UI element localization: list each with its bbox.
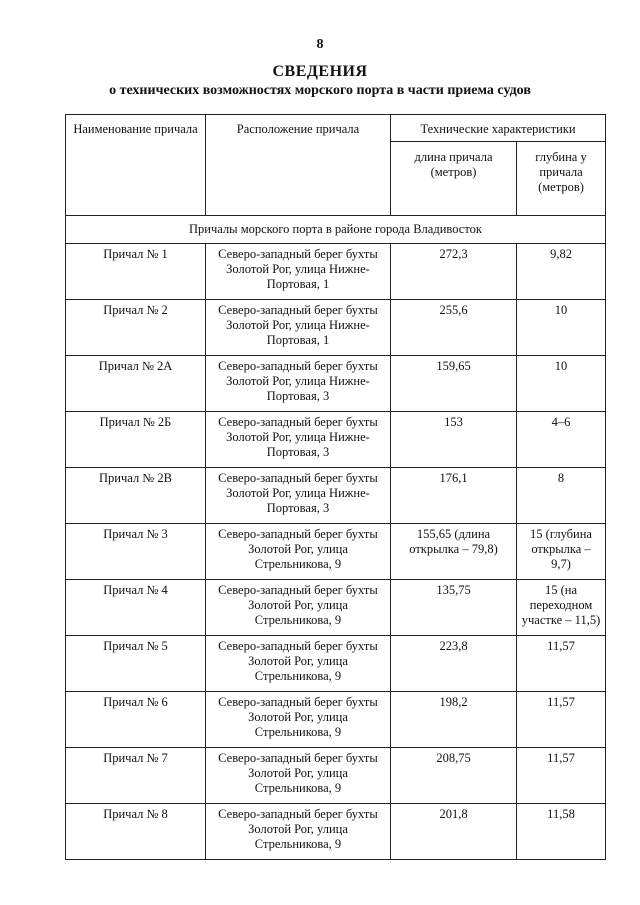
cell-name: Причал № 2Б [66,412,206,468]
cell-length: 153 [391,412,517,468]
cell-location: Северо-западный берег бухты Золотой Рог, улица Нижне-Портовая, 1 [206,244,391,300]
cell-name: Причал № 5 [66,636,206,692]
cell-length: 159,65 [391,356,517,412]
header-tech: Технические характеристики [391,115,606,142]
cell-length: 201,8 [391,804,517,860]
cell-name: Причал № 8 [66,804,206,860]
table-row [66,356,606,412]
cell-location: Северо-западный берег бухты Золотой Рог, улица Стрельникова, 9 [206,804,391,860]
cell-length: 198,2 [391,692,517,748]
table-row [66,300,606,356]
cell-location: Северо-западный берег бухты Золотой Рог, улица Стрельникова, 9 [206,524,391,580]
table-row [66,244,606,300]
cell-length: 223,8 [391,636,517,692]
cell-name: Причал № 3 [66,524,206,580]
cell-location: Северо-западный берег бухты Золотой Рог, улица Стрельникова, 9 [206,580,391,636]
cell-length: 272,3 [391,244,517,300]
cell-location: Северо-западный берег бухты Золотой Рог, улица Стрельникова, 9 [206,692,391,748]
cell-length: 176,1 [391,468,517,524]
cell-depth: 9,82 [517,244,606,300]
cell-length: 208,75 [391,748,517,804]
berths-table [65,114,606,860]
cell-name: Причал № 6 [66,692,206,748]
cell-depth: 10 [517,356,606,412]
document-title: СВЕДЕНИЯ [272,63,368,80]
cell-location: Северо-западный берег бухты Золотой Рог, улица Стрельникова, 9 [206,636,391,692]
cell-depth: 11,58 [517,804,606,860]
table-row [66,804,606,860]
cell-name: Причал № 1 [66,244,206,300]
cell-depth: 4–6 [517,412,606,468]
cell-location: Северо-западный берег бухты Золотой Рог, улица Нижне-Портовая, 3 [206,412,391,468]
page-number: 8 [316,37,324,52]
cell-depth: 15 (глубина открылка – 9,7) [517,524,606,580]
cell-depth: 10 [517,300,606,356]
header-length: длина причала (метров) [391,142,517,216]
cell-depth: 11,57 [517,636,606,692]
table-row [66,412,606,468]
table-row [66,748,606,804]
cell-name: Причал № 2А [66,356,206,412]
table-row [66,636,606,692]
cell-location: Северо-западный берег бухты Золотой Рог, улица Нижне-Портовая, 1 [206,300,391,356]
header-depth: глубина у причала (метров) [517,142,606,216]
cell-name: Причал № 2 [66,300,206,356]
header-name: Наименование причала [66,115,206,216]
cell-length: 155,65 (длина открылка – 79,8) [391,524,517,580]
cell-length: 135,75 [391,580,517,636]
cell-length: 255,6 [391,300,517,356]
table-row [66,524,606,580]
region-label: Причалы морского порта в районе города Владивосток [66,216,606,244]
table-row [66,692,606,748]
cell-depth: 11,57 [517,692,606,748]
table-row [66,468,606,524]
document-subtitle: о технических возможностях морского порта в части приема судов [109,83,531,98]
cell-depth: 11,57 [517,748,606,804]
header-location: Расположение причала [206,115,391,216]
cell-location: Северо-западный берег бухты Золотой Рог, улица Нижне-Портовая, 3 [206,468,391,524]
cell-location: Северо-западный берег бухты Золотой Рог, улица Нижне-Портовая, 3 [206,356,391,412]
cell-name: Причал № 4 [66,580,206,636]
cell-depth: 15 (на переходном участке – 11,5) [517,580,606,636]
cell-location: Северо-западный берег бухты Золотой Рог, улица Стрельникова, 9 [206,748,391,804]
region-row [66,216,606,244]
cell-depth: 8 [517,468,606,524]
table-row [66,580,606,636]
cell-name: Причал № 7 [66,748,206,804]
cell-name: Причал № 2В [66,468,206,524]
table-header-row [66,115,606,142]
